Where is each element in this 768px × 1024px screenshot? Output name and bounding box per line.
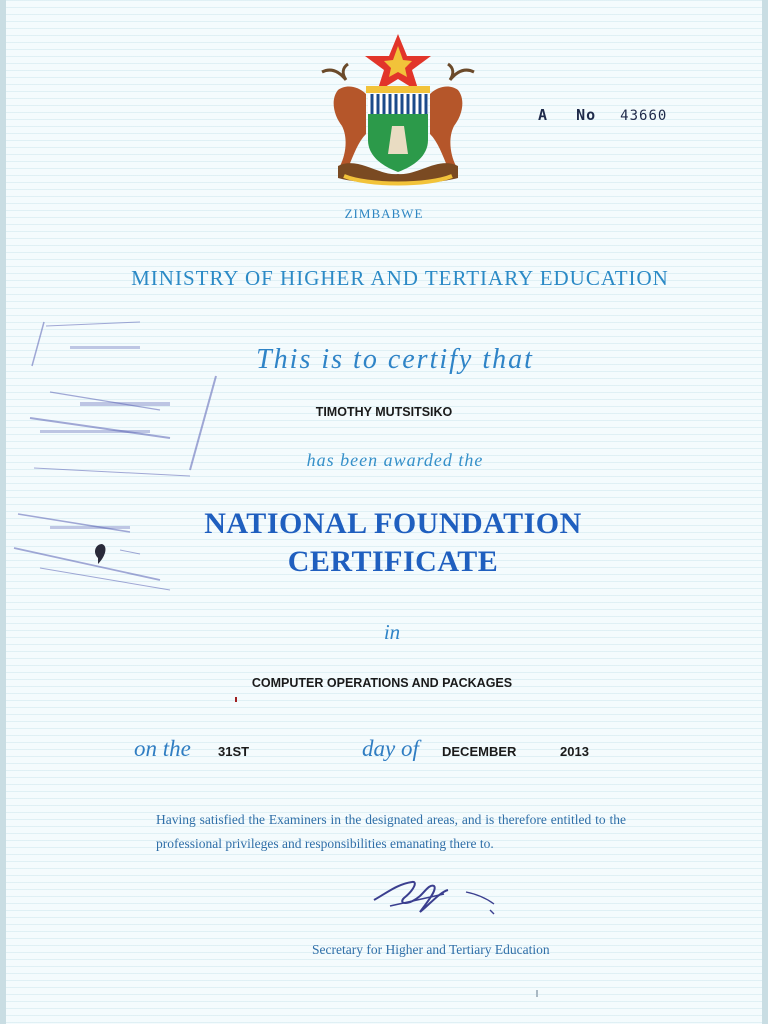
entitlement-clause: Having satisfied the Examiners in the designated areas, and is therefore entitled to the professional privileges and responsibilities emanating there to. (156, 812, 626, 851)
paper-mark (536, 990, 538, 997)
serial-series: A (538, 106, 549, 124)
signatory-title: Secretary for Higher and Tertiary Education (312, 942, 550, 957)
official-stamp-icon (10, 318, 240, 603)
serial-number-value: 43660 (620, 108, 668, 124)
ministry-heading: MINISTRY OF HIGHER AND TERTIARY EDUCATION (131, 266, 669, 290)
subject-name: COMPUTER OPERATIONS AND PACKAGES (251, 676, 513, 690)
date-day: 31ST (218, 744, 250, 759)
country-name: ZIMBABWE (344, 206, 424, 221)
award-title-line-1: NATIONAL FOUNDATION (204, 507, 582, 540)
in-connector: in (383, 620, 401, 644)
serial-number (538, 106, 667, 124)
date-day-of-label: day of (362, 736, 419, 761)
award-title-line-2: CERTIFICATE (287, 545, 499, 578)
coat-of-arms-icon (308, 30, 488, 190)
awarded-statement: has been awarded the (306, 450, 484, 470)
award-date-line (0, 736, 768, 766)
signature-icon (368, 870, 508, 925)
recipient-name: TIMOTHY MUTSITSIKO (315, 405, 453, 419)
date-year: 2013 (560, 744, 589, 759)
serial-no-label: No (576, 106, 597, 124)
certify-statement: This is to certify that (256, 344, 534, 375)
ink-tick-mark (235, 697, 237, 702)
date-month: DECEMBER (442, 744, 517, 759)
date-on-the-label: on the (134, 736, 191, 761)
